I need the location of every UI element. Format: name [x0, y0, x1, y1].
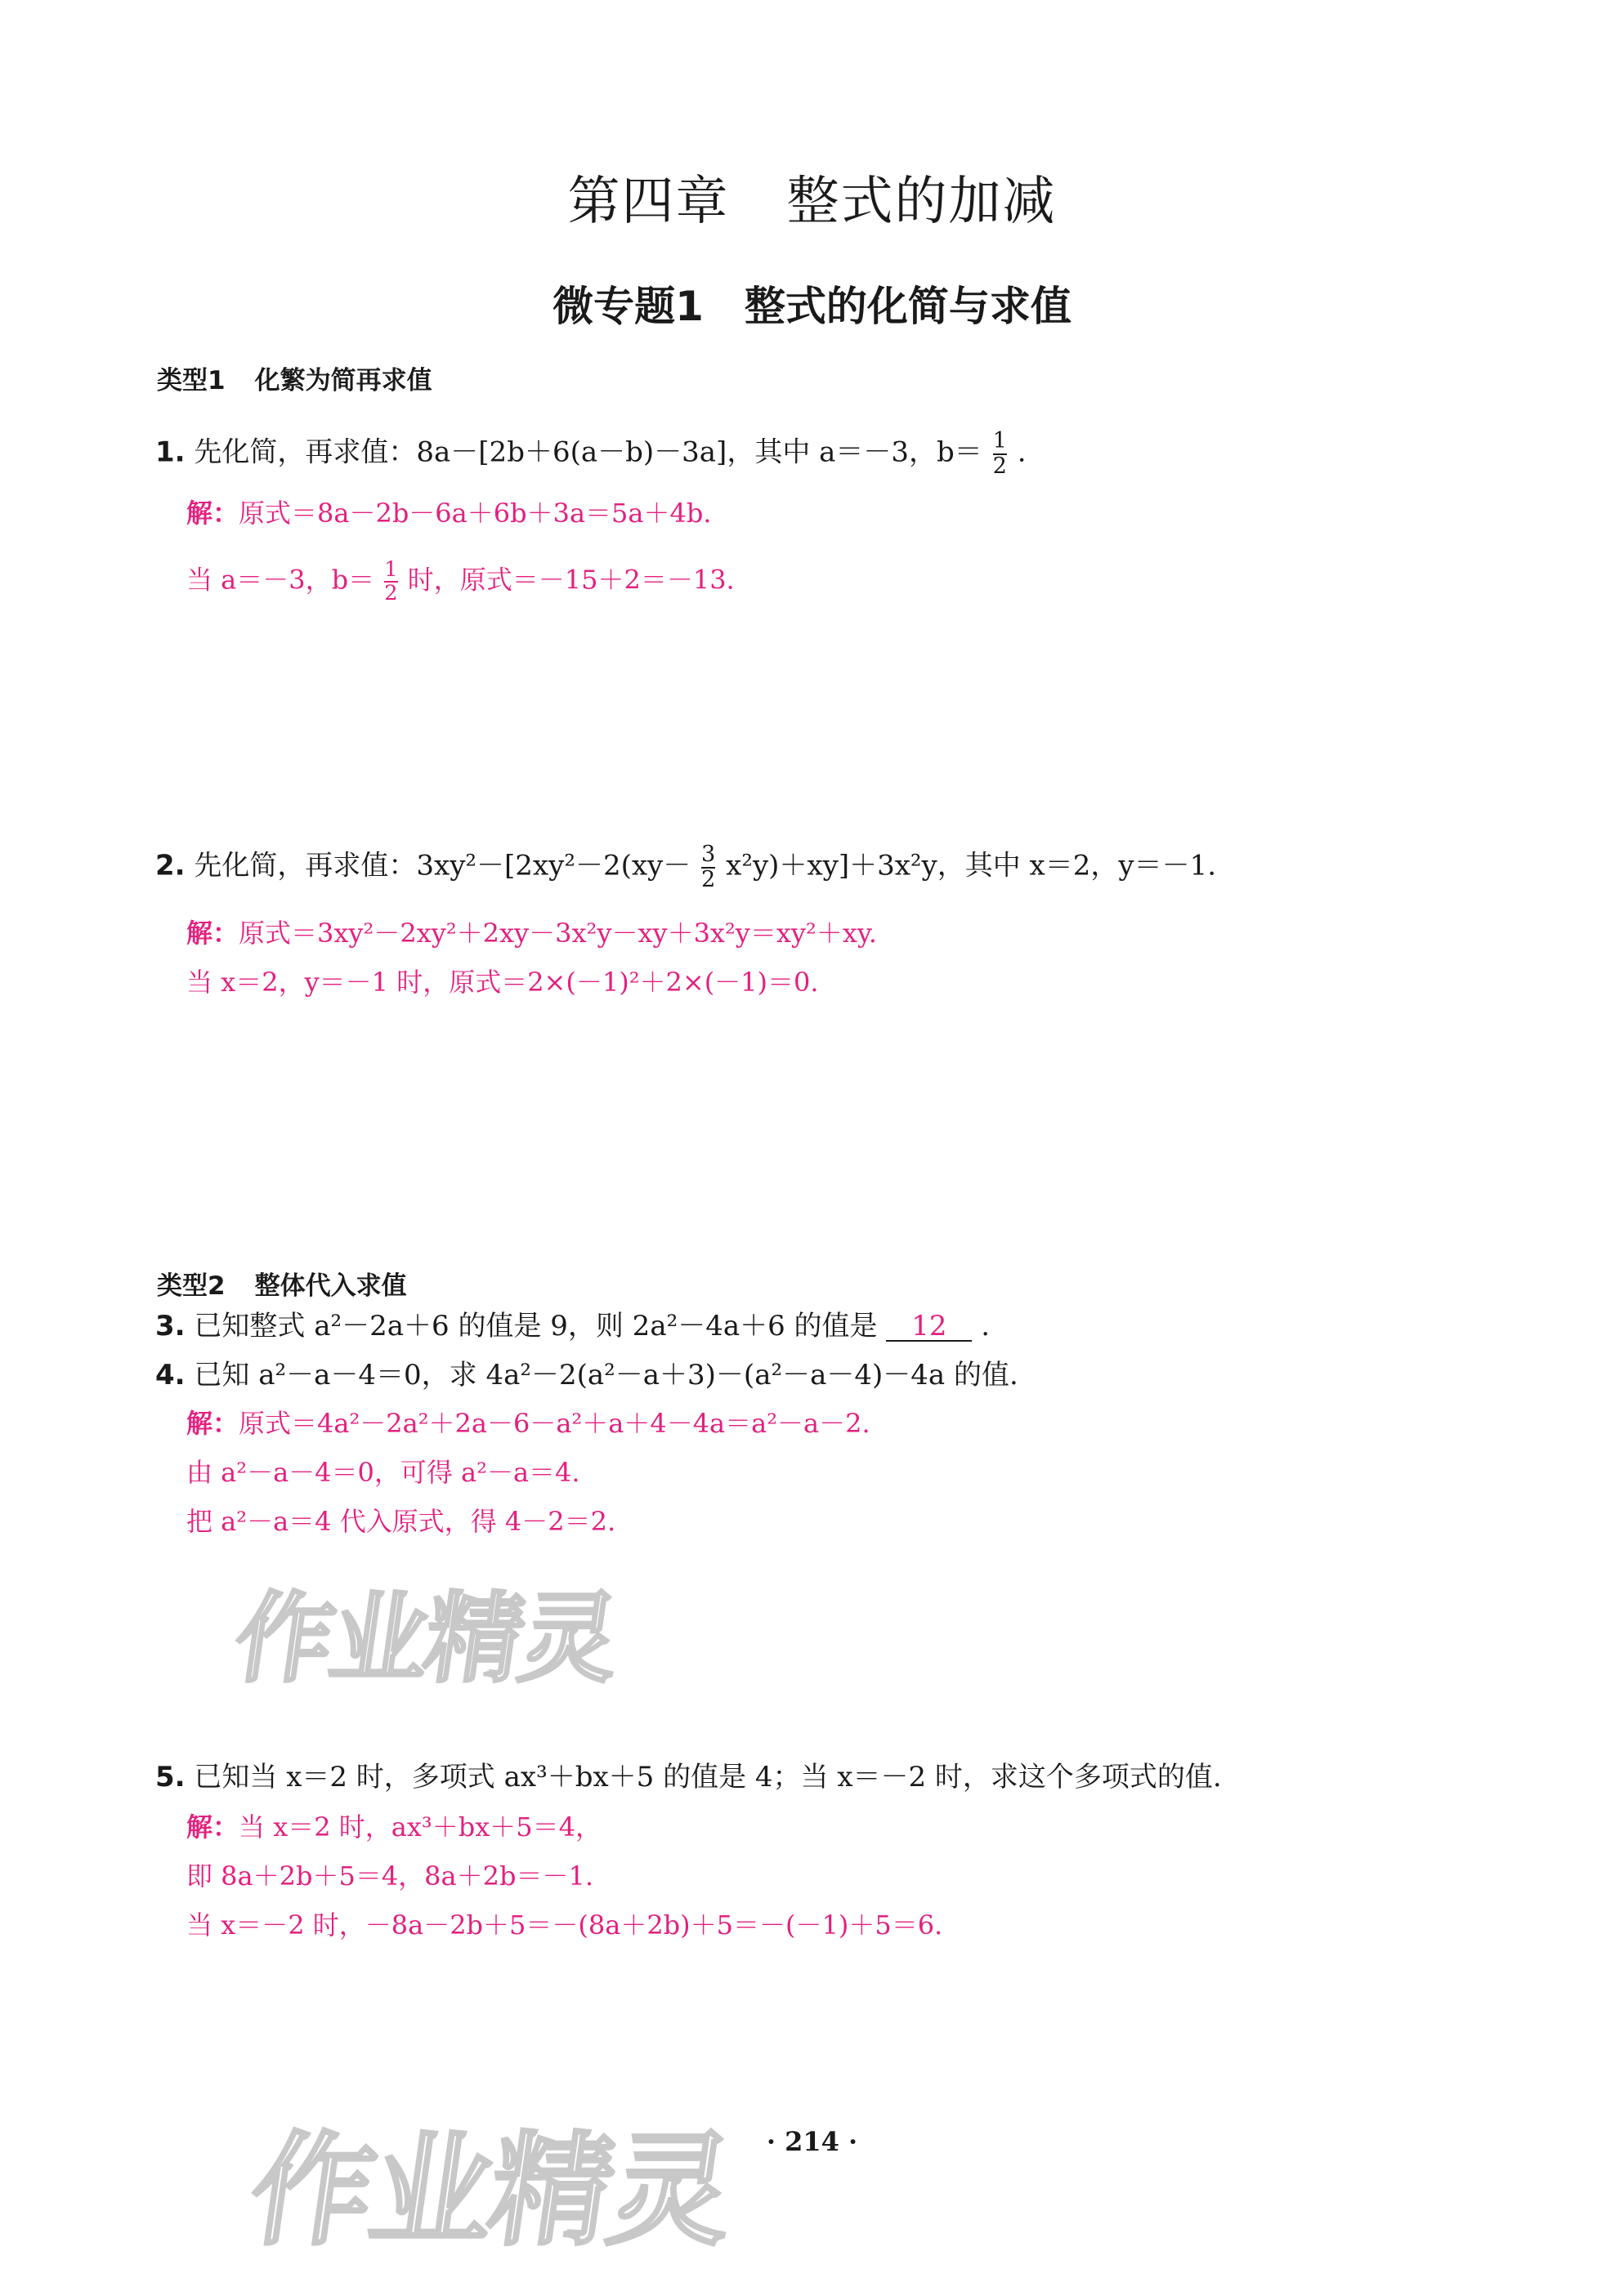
answer-4-line-1: 解：原式＝4a²－2a²＋2a－6－a²＋a＋4－4a＝a²－a－2.	[186, 1408, 870, 1439]
question-4: 4. 已知 a²－a－4＝0，求 4a²－2(a²－a＋3)－(a²－a－4)－4a 的值.	[155, 1359, 1018, 1391]
answer-4-line-3: 把 a²－a＝4 代入原式，得 4－2＝2.	[186, 1506, 616, 1537]
answer-5-line-3: 当 x＝－2 时，－8a－2b＋5＝－(8a＋2b)＋5＝－(－1)＋5＝6.	[186, 1910, 943, 1941]
watermark-logo: 作业精灵	[241, 2120, 740, 2262]
section-heading-1: 类型1 化繁为简再求值	[157, 366, 432, 395]
question-2: 2. 先化简，再求值：3xy²－[2xy²－2(xy－ $\frac{3}{2}$ x²y)＋xy]＋3x²y，其中 x＝2，y＝－1.	[155, 842, 1217, 892]
answer-5-line-2: 即 8a＋2b＋5＝4，8a＋2b＝－1.	[186, 1860, 593, 1892]
answer-1-line-2: 当 a＝－3，b＝ $\frac{1}{2}$ 时，原式＝－15＋2＝－13.	[186, 557, 735, 605]
answer-blank: 12	[886, 1312, 972, 1342]
fraction: $\frac{1}{2}$	[384, 557, 398, 605]
answer-1-line-1: 解：原式＝8a－2b－6a＋6b＋3a＝5a＋4b.	[186, 498, 712, 529]
section-heading-2: 类型2 整体代入求值	[157, 1271, 407, 1301]
topic-title: 微专题1 整式的化简与求值	[553, 283, 1071, 330]
answer-4-line-2: 由 a²－a－4＝0，可得 a²－a＝4.	[186, 1457, 580, 1488]
question-5: 5. 已知当 x＝2 时，多项式 ax³＋bx＋5 的值是 4；当 x＝－2 时，求这个多项式的值.	[155, 1761, 1222, 1793]
chapter-title: 第四章 整式的加减	[567, 172, 1057, 232]
page-number: · 214 ·	[766, 2126, 858, 2157]
answer-5-line-1: 解：当 x＝2 时，ax³＋bx＋5＝4，	[186, 1811, 602, 1843]
question-1: 1. 先化简，再求值：8a－[2b＋6(a－b)－3a]，其中 a＝－3，b＝ $\frac{1}{2}$ .	[155, 428, 1027, 479]
answer-2-line-2: 当 x＝2，y＝－1 时，原式＝2×(－1)²＋2×(－1)＝0.	[186, 967, 819, 998]
answer-2-line-1: 解：原式＝3xy²－2xy²＋2xy－3x²y－xy＋3x²y＝xy²＋xy.	[186, 918, 877, 949]
watermark-logo: 作业精灵	[227, 1583, 624, 1696]
question-3: 3. 已知整式 a²－2a＋6 的值是 9，则 2a²－4a＋6 的值是 12 .	[155, 1310, 990, 1342]
fraction: $\frac{3}{2}$	[701, 842, 716, 892]
fraction: $\frac{1}{2}$	[992, 428, 1007, 479]
